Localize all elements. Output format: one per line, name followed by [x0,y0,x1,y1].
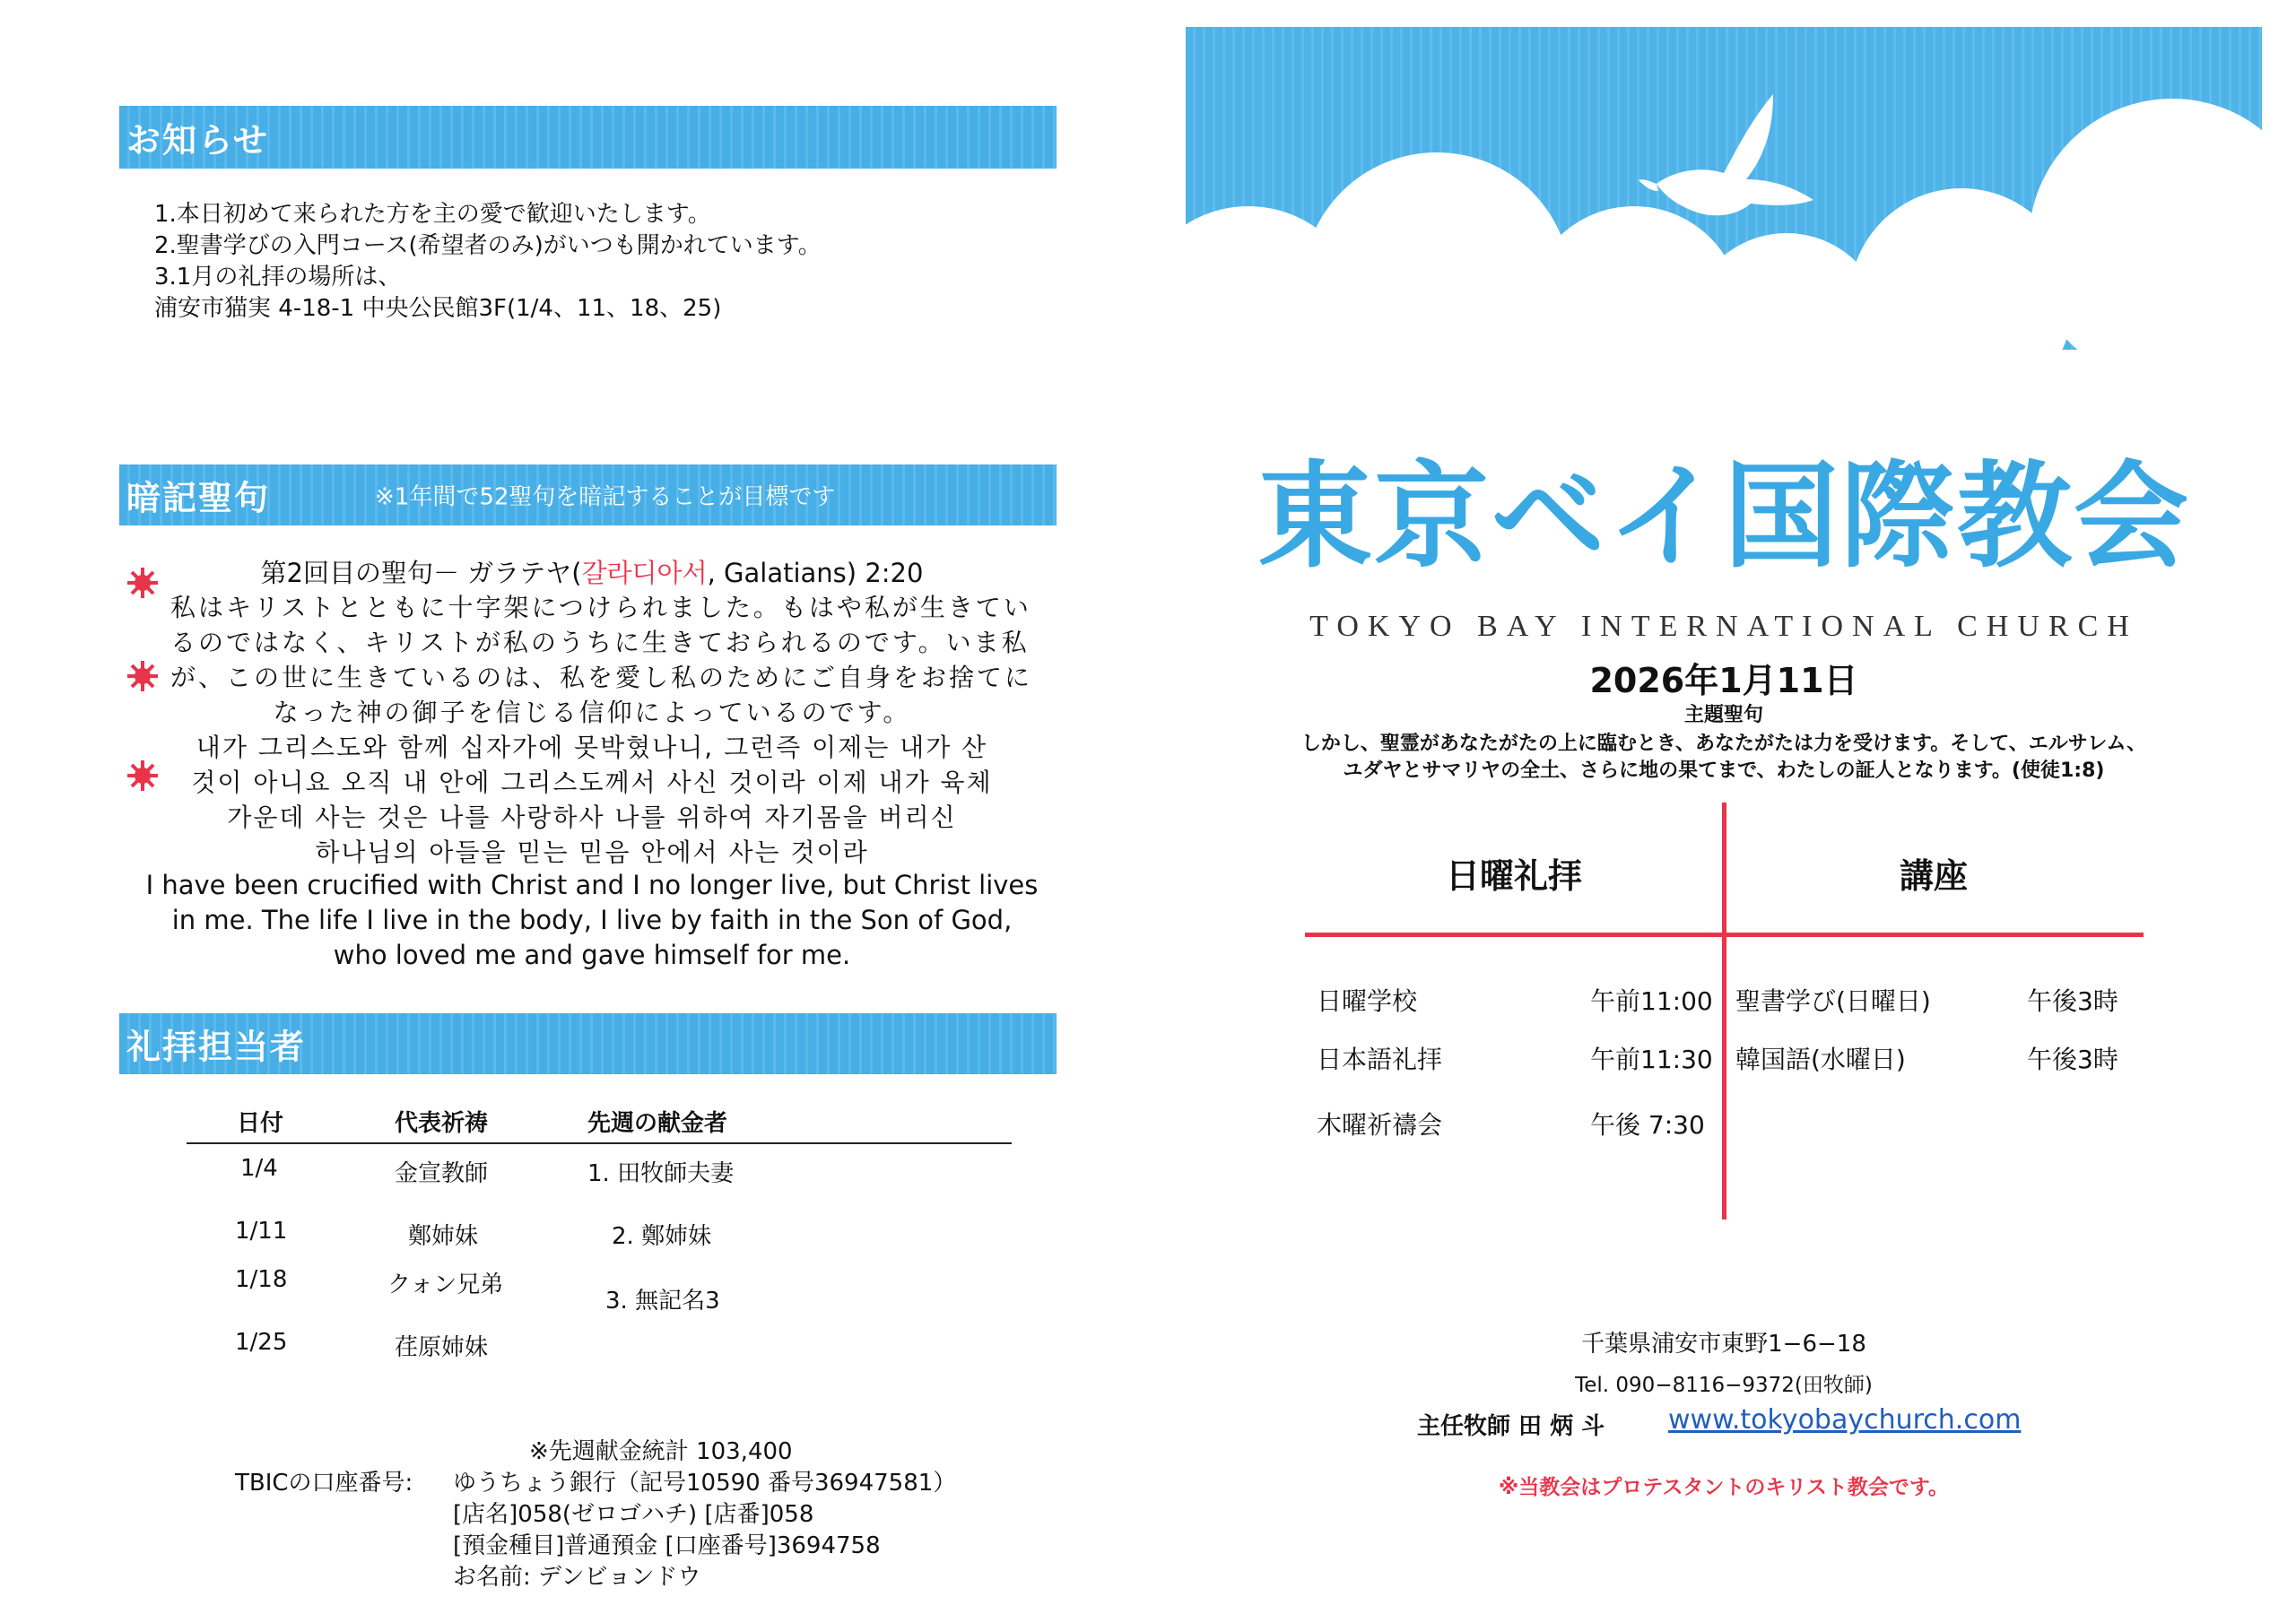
verse-ja-line: 私はキリストとともに十字架につけられました。もはや私が生きてい [170,593,1031,622]
verse-reference [170,553,1013,590]
notice-item: 1.本日初めて来られた方を主の愛で歓迎いたします。 [154,201,711,228]
verse-ja-line: なった神の御子を信じる信仰によっているのです。 [273,698,911,727]
church-name-en: TOKYO BAY INTERNATIONAL CHURCH [1309,610,2138,643]
protestant-note: ※当教会はプロテスタントのキリスト教会です。 [1498,1476,1950,1499]
offering-stats: ※先週献金統計 103,400 [529,1438,793,1465]
sun-icon [135,768,151,784]
sky-banner [1186,27,2262,421]
dove-icon [1639,94,1818,247]
account-line: お名前: デンビョンドウ [453,1564,701,1591]
verse-en-line: I have been crucified with Christ and I no longer live, but Christ lives [145,870,1039,900]
schedule-item-time: 午後3時 [2027,986,2118,1016]
notice-item: 3.1月の礼拝の場所は、 [154,264,402,291]
duty-date: 1/18 [235,1266,288,1293]
notice-item: 2.聖書学びの入門コース(希望者のみ)がいつも開かれています。 [154,232,822,259]
duty-date: 1/11 [235,1218,288,1245]
schedule-vertical-rule [1722,803,1726,1219]
schedule-item-time: 午前11:00 [1590,986,1713,1016]
verse-ja-line: るのではなく、キリストが私のうちに生きておられるのです。いま私 [170,628,1030,657]
verse-en-line: who loved me and gave himself for me. [333,940,851,970]
schedule-item-name: 日本語礼拝 [1317,1045,1443,1074]
schedule-header-sunday: 日曜礼拝 [1446,856,1583,896]
bulletin-date: 2026年1月11日 [1589,661,1858,700]
church-name-ja: 東京ベイ国際教会 [1257,450,2190,584]
duty-prayer: 鄭姉妹 [408,1223,479,1250]
schedule-item-time: 午前11:30 [1590,1045,1713,1074]
church-address: 千葉県浦安市東野1−6−18 [1581,1331,1866,1358]
verse-ko-line: 내가 그리스도와 함께 십자가에 못박혔나니, 그런즉 이제는 내가 산 [196,733,988,762]
sun-icon [135,575,151,591]
duty-prayer: 金宣教師 [395,1160,489,1187]
verse-ja-line: が、この世に生きているのは、私を愛し私のためにご自身をお捨てに [170,663,1033,692]
duty-header-date: 日付 [237,1110,284,1137]
schedule-item-time: 午後3時 [2027,1045,2118,1074]
duty-prayer: 荏原姉妹 [395,1334,489,1361]
verse-ko-line: 하나님의 아들을 믿는 믿음 안에서 사는 것이라 [315,838,869,867]
verse-ko-line: 것이 아니요 오직 내 안에 그리스도께서 사신 것이라 이제 내가 육체 [191,768,993,797]
duty-offering: 2. 鄭姉妹 [612,1223,712,1250]
duty-header-prayer: 代表祈祷 [395,1110,489,1137]
schedule-item-name: 木曜祈禱会 [1317,1110,1443,1140]
duty-title: 礼拝担当者 [126,1027,307,1067]
duty-header-bar [119,1013,1057,1074]
theme-verse-line: しかし、聖霊があなたがたの上に臨むとき、あなたがたは力を受けます。そして、エルサレム、 [1300,733,2147,755]
theme-label: 主題聖句 [1683,704,1763,726]
duty-date: 1/4 [240,1155,278,1182]
notices-header-bar [119,106,1057,169]
memory-note: ※1年間で52聖句を暗記することが目標です [375,483,836,511]
verse-ko-line: 가운데 사는 것은 나를 사랑하사 나를 위하여 자기몸을 버리신 [227,803,957,832]
notices-title: お知らせ [126,120,269,161]
duty-date: 1/25 [235,1329,288,1356]
memory-title: 暗記聖句 [126,478,271,518]
duty-prayer: クォン兄弟 [387,1271,504,1298]
schedule-item-time: 午後 7:30 [1590,1110,1705,1140]
memory-header-bar [119,464,1057,525]
duty-header-offering: 先週の献金者 [587,1110,728,1137]
schedule-item-name: 日曜学校 [1317,986,1418,1016]
website-link[interactable]: www.tokyobaychurch.com [1668,1404,2022,1436]
church-tel: Tel. 090−8116−9372(田牧師) [1575,1374,1873,1397]
schedule-horizontal-rule [1305,933,2144,937]
pastor-name: 主任牧師 田 炳 斗 [1417,1413,1605,1440]
verse-ref-korean: 갈라디아서 [581,558,708,588]
verse-en-line: in me. The life I live in the body, I live by faith in the Son of God, [171,905,1013,935]
schedule-item-name: 聖書学び(日曜日) [1735,986,1931,1016]
duty-header-rule [187,1142,1012,1144]
sun-icon [135,668,151,684]
duty-offering: 1. 田牧師夫妻 [587,1160,735,1187]
account-label: TBICの口座番号: [235,1470,413,1497]
verse-ref-suffix: , Galatians) 2:20 [707,558,924,588]
account-line: ゆうちょう銀行（記号10590 番号36947581） [453,1470,957,1497]
theme-verse-line: ユダヤとサマリヤの全土、さらに地の果てまで、わたしの証人となります。(使徒1:8) [1343,759,2105,782]
schedule-item-name: 韓国語(水曜日) [1735,1045,1906,1074]
account-line: [店名]058(ゼロゴハチ) [店番]058 [453,1501,814,1528]
duty-offering: 3. 無記名3 [605,1288,720,1315]
schedule-header-courses: 講座 [1900,856,1969,896]
verse-ref-prefix: 第2回目の聖句－ ガラテヤ( [260,558,582,588]
notice-item: 浦安市猫実 4-18-1 中央公民館3F(1/4、11、18、25) [154,295,722,322]
account-line: [預金種目]普通預金 [口座番号]3694758 [453,1532,881,1559]
